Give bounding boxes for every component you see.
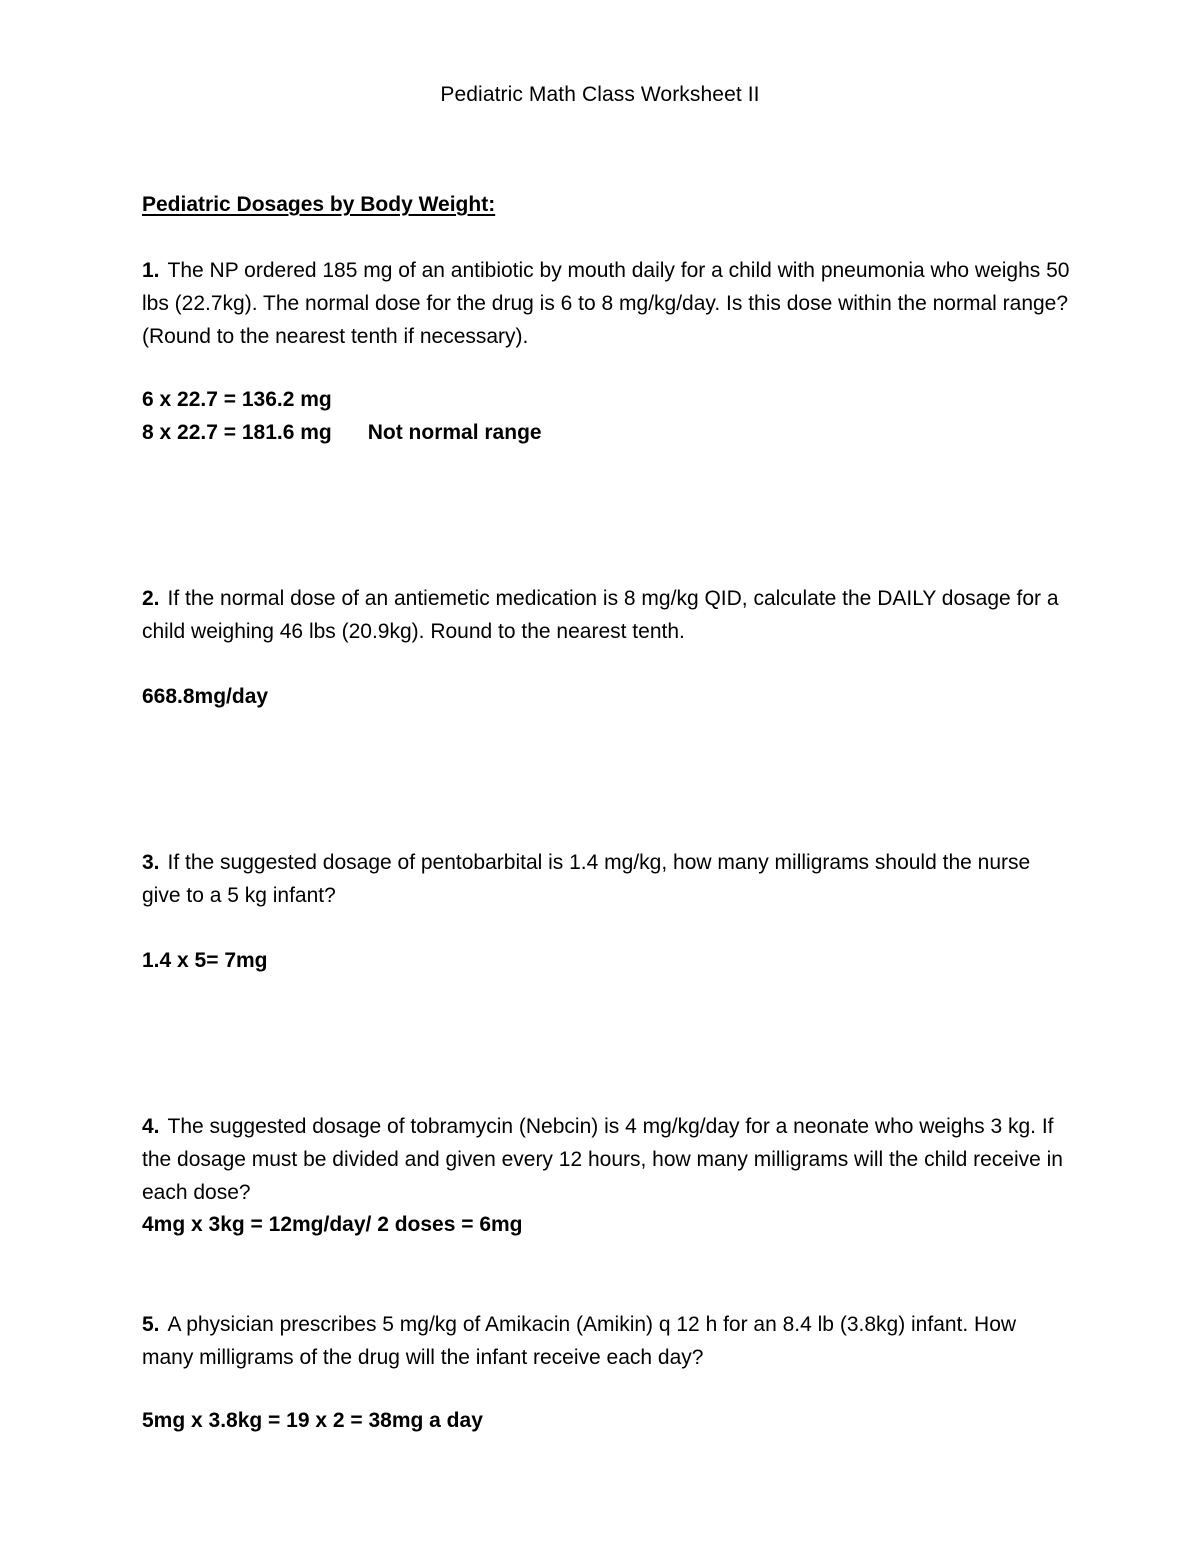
answer-1-line-2 xyxy=(142,416,542,450)
question-1 xyxy=(142,254,1072,353)
question-text: The suggested dosage of tobramycin (Nebcin) is 4 mg/kg/day for a neonate who weighs 3 kg. If the dosage must be divided and given every 12 hours, how many milligrams will the child receive in each dose? xyxy=(142,1115,1063,1204)
answer-note: Not normal range xyxy=(367,421,542,444)
question-text: If the suggested dosage of pentobarbital is 1.4 mg/kg, how many milligrams should the nurse give to a 5 kg infant? xyxy=(142,851,1031,907)
question-text: A physician prescribes 5 mg/kg of Amikacin (Amikin) q 12 h for an 8.4 lb (3.8kg) infant. How many milligrams of the drug will the infant receive each day? xyxy=(142,1313,1017,1369)
question-text: If the normal dose of an antiemetic medication is 8 mg/kg QID, calculate the DAILY dosage for a child weighing 46 lbs (20.9kg). Round to the nearest tenth. xyxy=(142,587,1059,643)
question-number: 4. xyxy=(142,1115,160,1138)
answer-5: 5mg x 3.8kg = 19 x 2 = 38mg a day xyxy=(142,1409,483,1432)
question-number: 2. xyxy=(142,587,160,610)
question-text: The NP ordered 185 mg of an antibiotic by mouth daily for a child with pneumonia who weighs 50 lbs (22.7kg). The normal dose for the drug is 6 to 8 mg/kg/day. Is this dose within the normal range? (Round to the nearest tenth if necessary). xyxy=(142,259,1070,348)
section-heading: Pediatric Dosages by Body Weight: xyxy=(142,193,496,216)
question-number: 5. xyxy=(142,1313,160,1336)
answer-1-line-1: 6 x 22.7 = 136.2 mg xyxy=(142,388,332,411)
answer-4: 4mg x 3kg = 12mg/day/ 2 doses = 6mg xyxy=(142,1213,523,1236)
question-2 xyxy=(142,582,1072,648)
question-3 xyxy=(142,846,1072,912)
question-number: 1. xyxy=(142,259,160,282)
page-title: Pediatric Math Class Worksheet II xyxy=(440,83,760,106)
answer-3: 1.4 x 5= 7mg xyxy=(142,949,268,972)
answer-calc: 8 x 22.7 = 181.6 mg xyxy=(142,421,332,444)
answer-2: 668.8mg/day xyxy=(142,685,269,708)
question-5 xyxy=(142,1308,1072,1374)
question-4 xyxy=(142,1110,1072,1209)
question-number: 3. xyxy=(142,851,160,874)
